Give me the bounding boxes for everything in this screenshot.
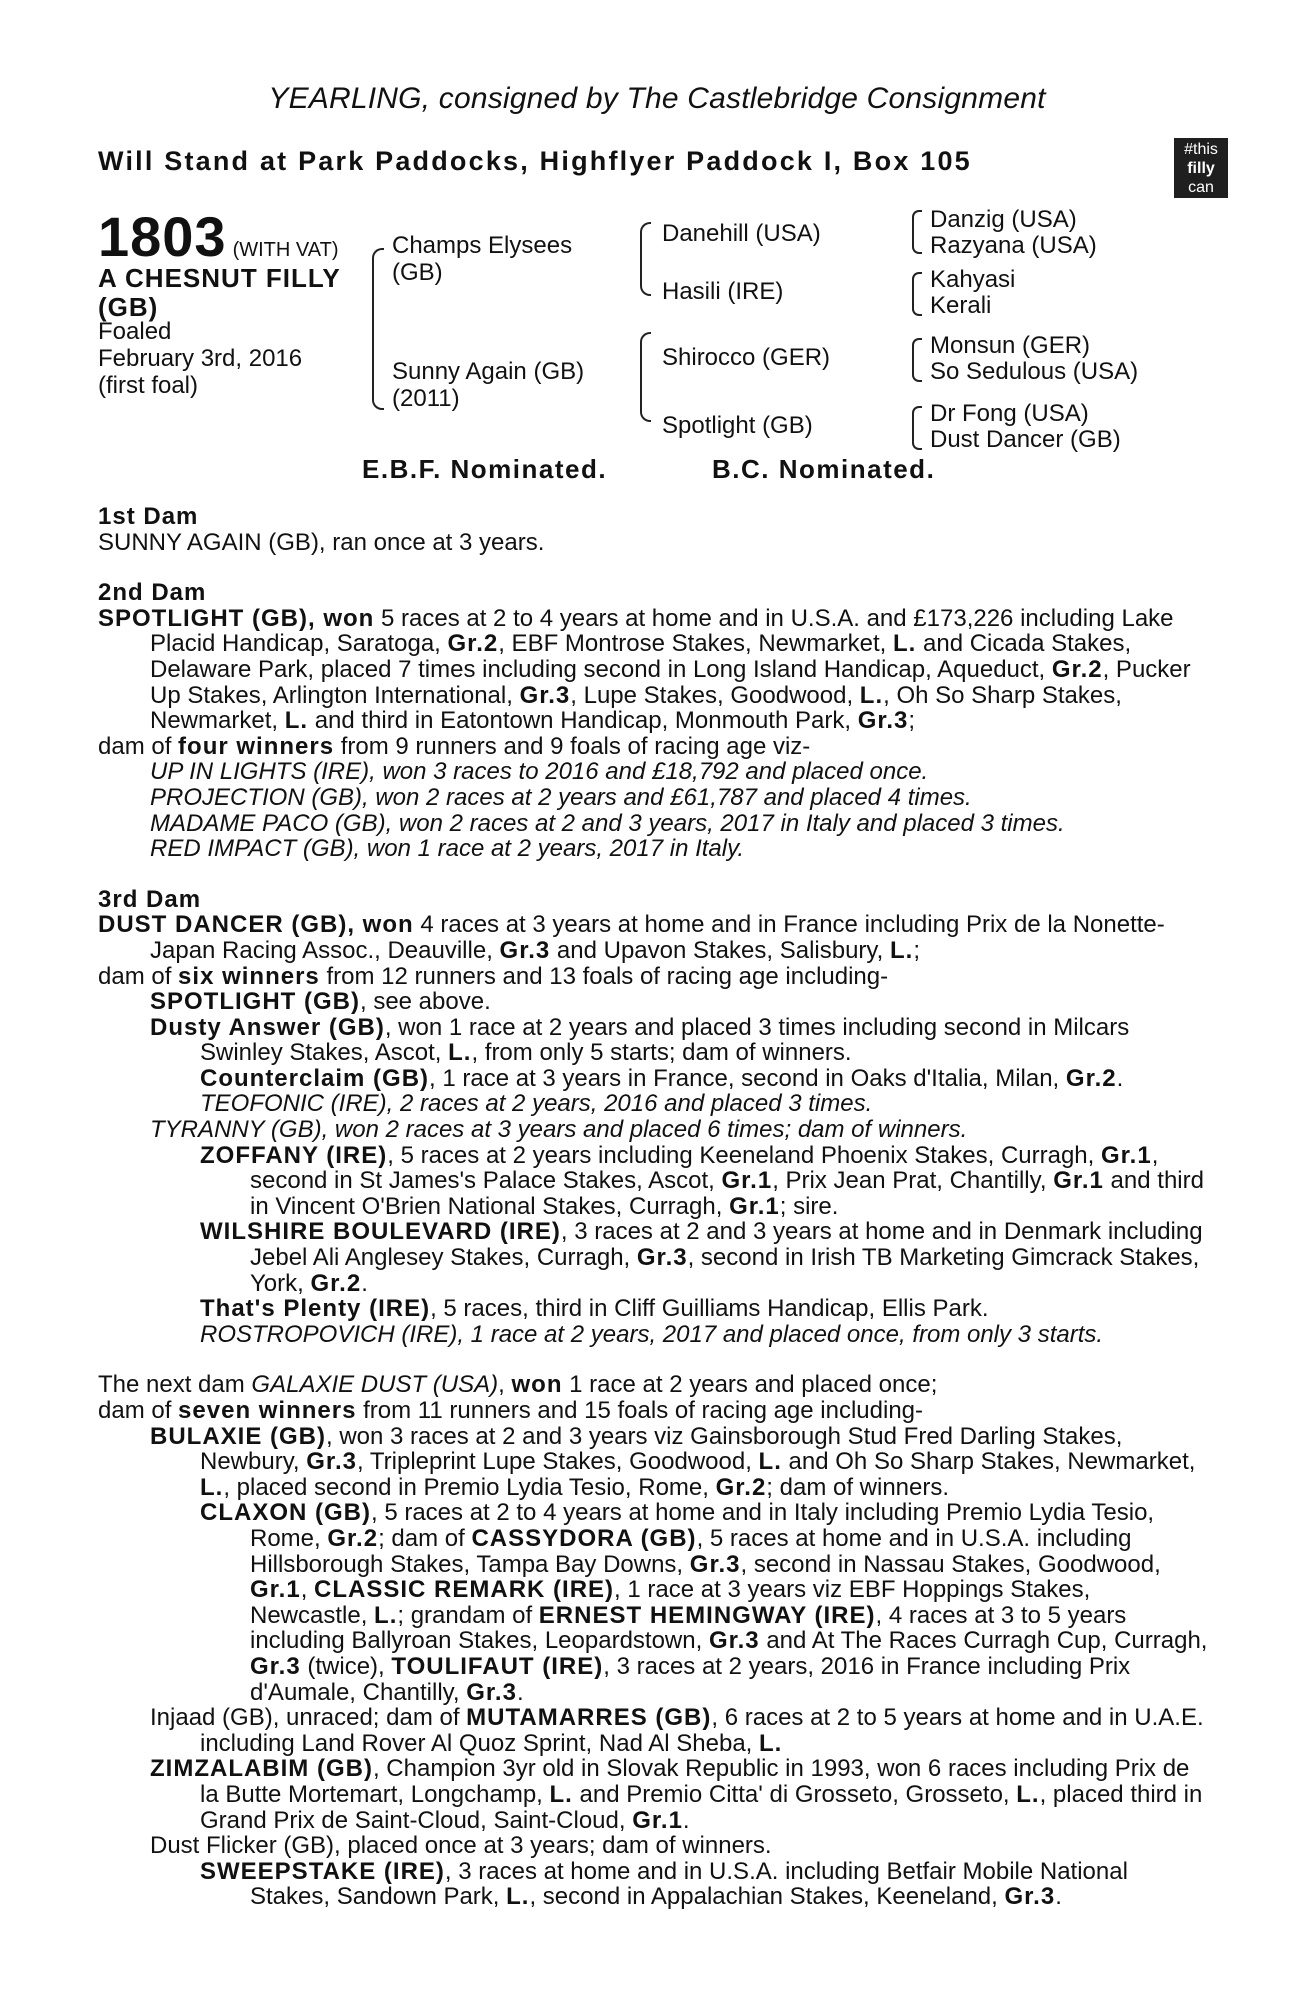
sire-line-1: Champs Elysees (392, 232, 573, 259)
second-dam-heading: 2nd Dam (98, 579, 207, 607)
bc-nominated: B.C. Nominated. (712, 454, 936, 484)
gen3-brace-1 (912, 210, 922, 254)
progeny-line: MADAME PACO (GB), won 2 races at 2 and 3 years, 2017 in Italy and placed 3 times. (150, 809, 1065, 837)
gen3-kahyasi: Kahyasi (930, 266, 1016, 293)
horse-description-line-1: A CHESNUT FILLY (98, 263, 341, 293)
sire-name (392, 232, 572, 286)
progeny-line: ROSTROPOVICH (IRE), 1 race at 2 years, 2017 and placed once, from only 3 starts. (200, 1320, 1104, 1348)
horse-description (98, 264, 368, 322)
gen3-brace-2 (912, 272, 922, 316)
second-dam-name: SPOTLIGHT (GB) (98, 604, 308, 632)
dam-name (392, 358, 584, 412)
this-filly-can-logo (1174, 138, 1228, 198)
progeny-line: PROJECTION (GB), won 2 races at 2 years and £61,787 and placed 4 times. (150, 783, 972, 811)
foaled-date: February 3rd, 2016 (98, 345, 303, 372)
third-dam-heading: 3rd Dam (98, 885, 202, 913)
second-dam-record: SPOTLIGHT (GB), won 5 races at 2 to 4 years at home and in U.S.A. and £173,226 including Lake Placid Handicap, Saratoga, Gr.2, EBF Montrose Stakes, Newmarket, L. and Cicada Stakes, Delaware Park, placed 7 times including second in Long Island Handicap, Aqueduct, Gr.2, Pucker Up Stakes, Arlington International, Gr.3, Lupe Stakes, Goodwood, L., Oh So Sharp Stakes, Newmarket, L. and third in Eatontown Handicap, Monmouth Park, Gr.3; (98, 604, 1191, 735)
progeny-line: That's Plenty (IRE), 5 races, third in Cliff Guilliams Handicap, Ellis Park. (200, 1295, 989, 1323)
foaling-info (98, 318, 302, 399)
third-dam-record: DUST DANCER (GB), won 4 races at 3 years at home and in France including Prix de la Nonette-Japan Racing Assoc., Deauville, Gr.3 and Upavon Stakes, Salisbury, L.; (98, 911, 1165, 964)
progeny-line: TYRANNY (GB), won 2 races at 3 years and placed 6 times; dam of winners. (150, 1116, 968, 1144)
progeny-line: Dusty Answer (GB), won 1 race at 2 years and placed 3 times including second in Milcars Swinley Stakes, Ascot, L., from only 5 starts; dam of winners. (150, 1013, 1130, 1067)
stand-location: Will Stand at Park Paddocks, Highflyer Paddock I, Box 105 (98, 146, 972, 176)
sire-parents-brace (640, 222, 651, 296)
gen3-kerali: Kerali (930, 292, 992, 319)
progeny-line: BULAXIE (GB), won 3 races at 2 and 3 years viz Gainsborough Stud Fred Darling Stakes, Newbury, Gr.3, Tripleprint Lupe Stakes, Goodwood, L. and Oh So Sharp Stakes, Newmarket, L., placed second in Premio Lydia Tesio, Rome, Gr.2; dam of winners. (150, 1422, 1196, 1501)
vat-note: (WITH VAT) (232, 239, 339, 261)
progeny-line: RED IMPACT (GB), won 1 race at 2 years, 2017 in Italy. (150, 835, 744, 863)
second-dam-produce-summary: dam of four winners from 9 runners and 9 foals of racing age viz- (98, 732, 811, 760)
progeny-line: Injaad (GB), unraced; dam of MUTAMARRES (GB), 6 races at 2 to 5 years at home and in U.A.E. including Land Rover Al Quoz Sprint, Nad Al Sheba, L. (150, 1704, 1204, 1757)
consignment-heading: YEARLING, consigned by The Castlebridge Consignment (268, 82, 1046, 115)
first-foal-note: (first foal) (98, 372, 199, 399)
dam-line-1: Sunny Again (GB) (392, 358, 585, 385)
third-dam-produce-summary: dam of six winners from 12 runners and 13 foals of racing age including- (98, 962, 889, 990)
lot-number-block (98, 204, 338, 269)
ebf-nominated: E.B.F. Nominated. (362, 454, 608, 484)
gen3-razyana: Razyana (USA) (930, 232, 1097, 259)
first-dam-heading: 1st Dam (98, 503, 199, 530)
dam-line-2: (2011) (392, 385, 460, 412)
gen3-dr-fong: Dr Fong (USA) (930, 400, 1089, 427)
horse-description-line-2: (GB) (98, 292, 159, 322)
produce-record (98, 504, 1208, 1910)
second-dam-won: won (323, 604, 375, 632)
first-dam-text: SUNNY AGAIN (GB), ran once at 3 years. (98, 528, 545, 556)
badge-line-2: filly (1187, 160, 1215, 177)
sire-dam: Hasili (IRE) (662, 278, 784, 305)
progeny-line: TEOFONIC (IRE), 2 races at 2 years, 2016 and placed 3 times. (200, 1090, 873, 1118)
gen3-so-sedulous: So Sedulous (USA) (930, 358, 1139, 385)
badge-line-3: can (1188, 179, 1214, 196)
dam-dam: Spotlight (GB) (662, 412, 813, 439)
dam-sire: Shirocco (GER) (662, 344, 831, 371)
progeny-line: WILSHIRE BOULEVARD (IRE), 3 races at 2 and 3 years at home and in Denmark including Jebel Ali Anglesey Stakes, Curragh, Gr.3, second in Irish TB Marketing Gimcrack Stakes, York, Gr.2. (200, 1218, 1203, 1297)
progeny-line: ZOFFANY (IRE), 5 races at 2 years including Keeneland Phoenix Stakes, Curragh, Gr.1, second in St James's Palace Stakes, Ascot, Gr.1, Prix Jean Prat, Chantilly, Gr.1 and third in Vincent O'Brien National Stakes, Curragh, Gr.1; sire. (200, 1141, 1204, 1220)
lot-number: 1803 (98, 205, 227, 268)
next-dam-produce-summary: dam of seven winners from 11 runners and 15 foals of racing age including- (98, 1397, 924, 1424)
progeny-line: CLAXON (GB), 5 races at 2 to 4 years at home and in Italy including Premio Lydia Tesio, Rome, Gr.2; dam of CASSYDORA (GB), 5 races at home and in U.S.A. including Hillsborough Stakes, Tampa Bay Downs, Gr.3, second in Nassau Stakes, Goodwood, Gr.1, CLASSIC REMARK (IRE), 1 race at 3 years viz EBF Hoppings Stakes, Newcastle, L.; grandam of ERNEST HEMINGWAY (IRE), 4 races at 3 to 5 years including Ballyroan Stakes, Leopardstown, Gr.3 and At The Races Curragh Cup, Curragh, Gr.3 (twice), TOULIFAUT (IRE), 3 races at 2 years, 2016 in France including Prix d'Aumale, Chantilly, Gr.3. (200, 1499, 1208, 1706)
progeny-line: ZIMZALABIM (GB), Champion 3yr old in Slovak Republic in 1993, won 6 races including Prix de la Butte Mortemart, Longchamp, L. and Premio Citta' di Grosseto, Grosseto, L., placed third in Grand Prix de Saint-Cloud, Saint-Cloud, Gr.1. (150, 1755, 1203, 1834)
gen3-monsun: Monsun (GER) (930, 332, 1091, 359)
gen3-brace-3 (912, 338, 922, 382)
progeny-line: UP IN LIGHTS (IRE), won 3 races to 2016 and £18,792 and placed once. (150, 758, 929, 786)
gen3-brace-4 (912, 406, 922, 450)
gen3-dust-dancer: Dust Dancer (GB) (930, 426, 1121, 453)
sire-dam-brace (372, 248, 384, 410)
badge-line-1: #this (1184, 141, 1218, 158)
sire-line-2: (GB) (392, 259, 443, 286)
progeny-line: Counterclaim (GB), 1 race at 3 years in France, second in Oaks d'Italia, Milan, Gr.2. (200, 1064, 1124, 1092)
gen3-danzig: Danzig (USA) (930, 206, 1077, 233)
foaled-label: Foaled (98, 318, 172, 345)
progeny-line: SWEEPSTAKE (IRE), 3 races at home and in U.S.A. including Betfair Mobile National Stakes, Sandown Park, L., second in Appalachian Stakes, Keeneland, Gr.3. (200, 1857, 1128, 1911)
next-dam-record: The next dam GALAXIE DUST (USA), won 1 race at 2 years and placed once; (98, 1371, 938, 1399)
sire-sire: Danehill (USA) (662, 220, 821, 247)
progeny-line: SPOTLIGHT (GB), see above. (150, 988, 491, 1016)
dam-parents-brace (640, 332, 651, 422)
progeny-line: Dust Flicker (GB), placed once at 3 years; dam of winners. (150, 1832, 772, 1860)
